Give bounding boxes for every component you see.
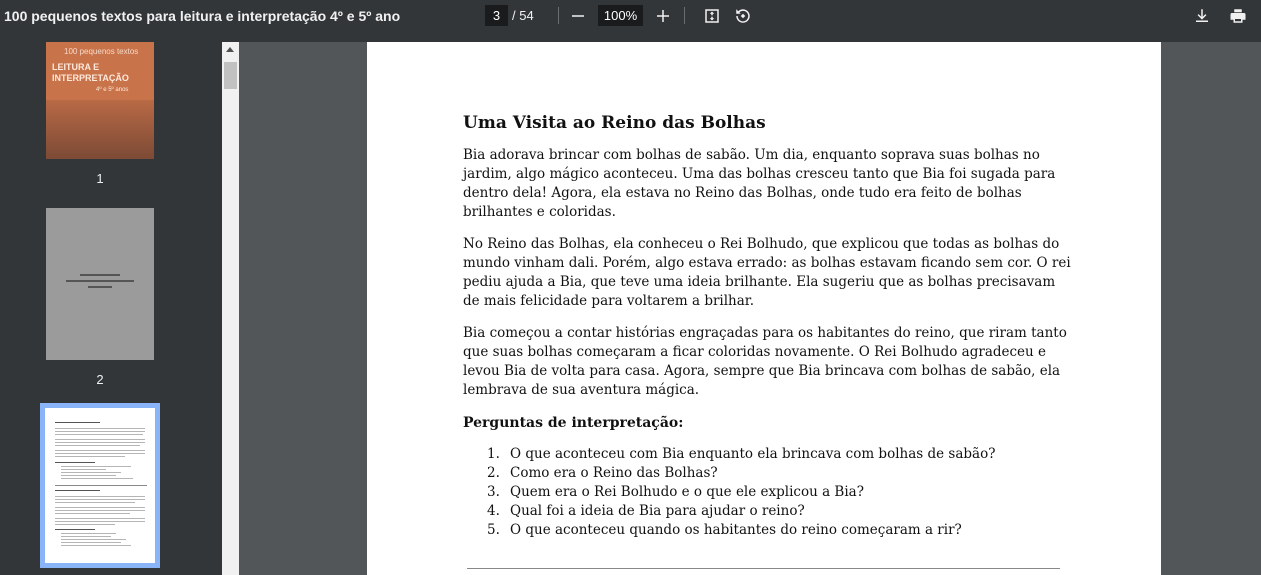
plus-icon xyxy=(654,7,672,25)
page-total: / 54 xyxy=(512,8,534,23)
question-number: 1. xyxy=(487,446,500,462)
question-text: O que aconteceu com Bia enquanto ela brincava com bolhas de sabão? xyxy=(510,446,996,462)
thumbnail-page-3 xyxy=(45,408,155,563)
toolbar-divider xyxy=(684,7,685,24)
toolbar-divider xyxy=(558,7,559,24)
cover-sub-text: 4º e 5º anos xyxy=(96,87,129,93)
thumbnail-sidebar xyxy=(0,42,222,575)
question-item xyxy=(487,445,1073,464)
document-page xyxy=(367,42,1161,575)
question-text: O que aconteceu quando os habitantes do reino começaram a rir? xyxy=(510,522,962,538)
download-button[interactable] xyxy=(1190,4,1214,28)
question-number: 5. xyxy=(487,522,500,538)
zoom-in-button[interactable] xyxy=(651,4,675,28)
fit-page-icon xyxy=(703,7,721,25)
horizontal-divider xyxy=(467,568,1060,569)
thumbnail-number: 1 xyxy=(96,171,104,186)
rotate-icon xyxy=(734,7,752,25)
document-title: 100 pequenos textos para leitura e interpretação 4º e 5º ano xyxy=(4,8,401,24)
question-text: Quem era o Rei Bolhudo e o que ele explicou a Bia? xyxy=(510,484,864,500)
thumbnail-number: 2 xyxy=(96,372,104,387)
rotate-button[interactable] xyxy=(731,4,755,28)
thumbnail-page-2[interactable] xyxy=(46,208,154,360)
question-number: 3. xyxy=(487,484,500,500)
question-text: Como era o Reino das Bolhas? xyxy=(510,465,718,481)
questions-list xyxy=(487,445,1073,540)
question-number: 4. xyxy=(487,503,500,519)
fit-page-button[interactable] xyxy=(700,4,724,28)
zoom-out-button[interactable] xyxy=(566,4,590,28)
thumbnail-page-3-selected[interactable] xyxy=(40,403,160,568)
sidebar-scrollbar[interactable] xyxy=(222,42,239,575)
page-number-input[interactable]: 3 xyxy=(485,5,508,26)
question-item xyxy=(487,521,1073,540)
cover-title-text: LEITURA E INTERPRETAÇÃO xyxy=(52,62,129,83)
question-item xyxy=(487,464,1073,483)
story-paragraph: No Reino das Bolhas, ela conheceu o Rei Bolhudo, que explicou que todas as bolhas do mundo vinham dali. Porém, algo estava errado: as bolhas estavam ficando sem cor. O rei pediu ajuda a Bia, que teve uma ideia brilhante. Ela sugeriu que as bolhas precisavam de mais felicidade para voltarem a brilhar. xyxy=(463,236,1071,309)
page-content xyxy=(463,112,1073,540)
question-text: Qual foi a ideia de Bia para ajudar o reino? xyxy=(510,503,805,519)
minus-icon xyxy=(569,7,587,25)
scroll-up-arrow-icon[interactable] xyxy=(226,47,234,52)
zoom-level-input[interactable]: 100% xyxy=(598,5,643,26)
questions-heading: Perguntas de interpretação: xyxy=(463,415,684,431)
print-icon xyxy=(1229,7,1247,25)
question-number: 2. xyxy=(487,465,500,481)
question-item xyxy=(487,502,1073,521)
print-button[interactable] xyxy=(1226,4,1250,28)
story-paragraph: Bia adorava brincar com bolhas de sabão. Um dia, enquanto soprava suas bolhas no jardim, algo mágico aconteceu. Uma das bolhas cresceu tanto que Bia foi sugada para dentro dela! Agora, ela estava no Reino das Bolhas, onde tudo era feito de bolhas brilhantes e coloridas. xyxy=(463,147,1056,220)
cover-top-text: 100 pequenos textos xyxy=(64,47,139,56)
question-item xyxy=(487,483,1073,502)
story-paragraph: Bia começou a contar histórias engraçadas para os habitantes do reino, que riram tanto que suas bolhas começaram a ficar coloridas novamente. O Rei Bolhudo agradeceu e levou Bia de volta para casa. Agora, sempre que Bia brincava com bolhas de sabão, ela lembrava de sua aventura mágica. xyxy=(463,325,1067,398)
download-icon xyxy=(1193,7,1211,25)
cover-photo xyxy=(46,100,154,159)
scrollbar-thumb[interactable] xyxy=(224,62,237,89)
story-title: Uma Visita ao Reino das Bolhas xyxy=(463,113,766,133)
thumbnail-page-1[interactable] xyxy=(46,42,154,159)
pdf-toolbar xyxy=(0,0,1261,42)
